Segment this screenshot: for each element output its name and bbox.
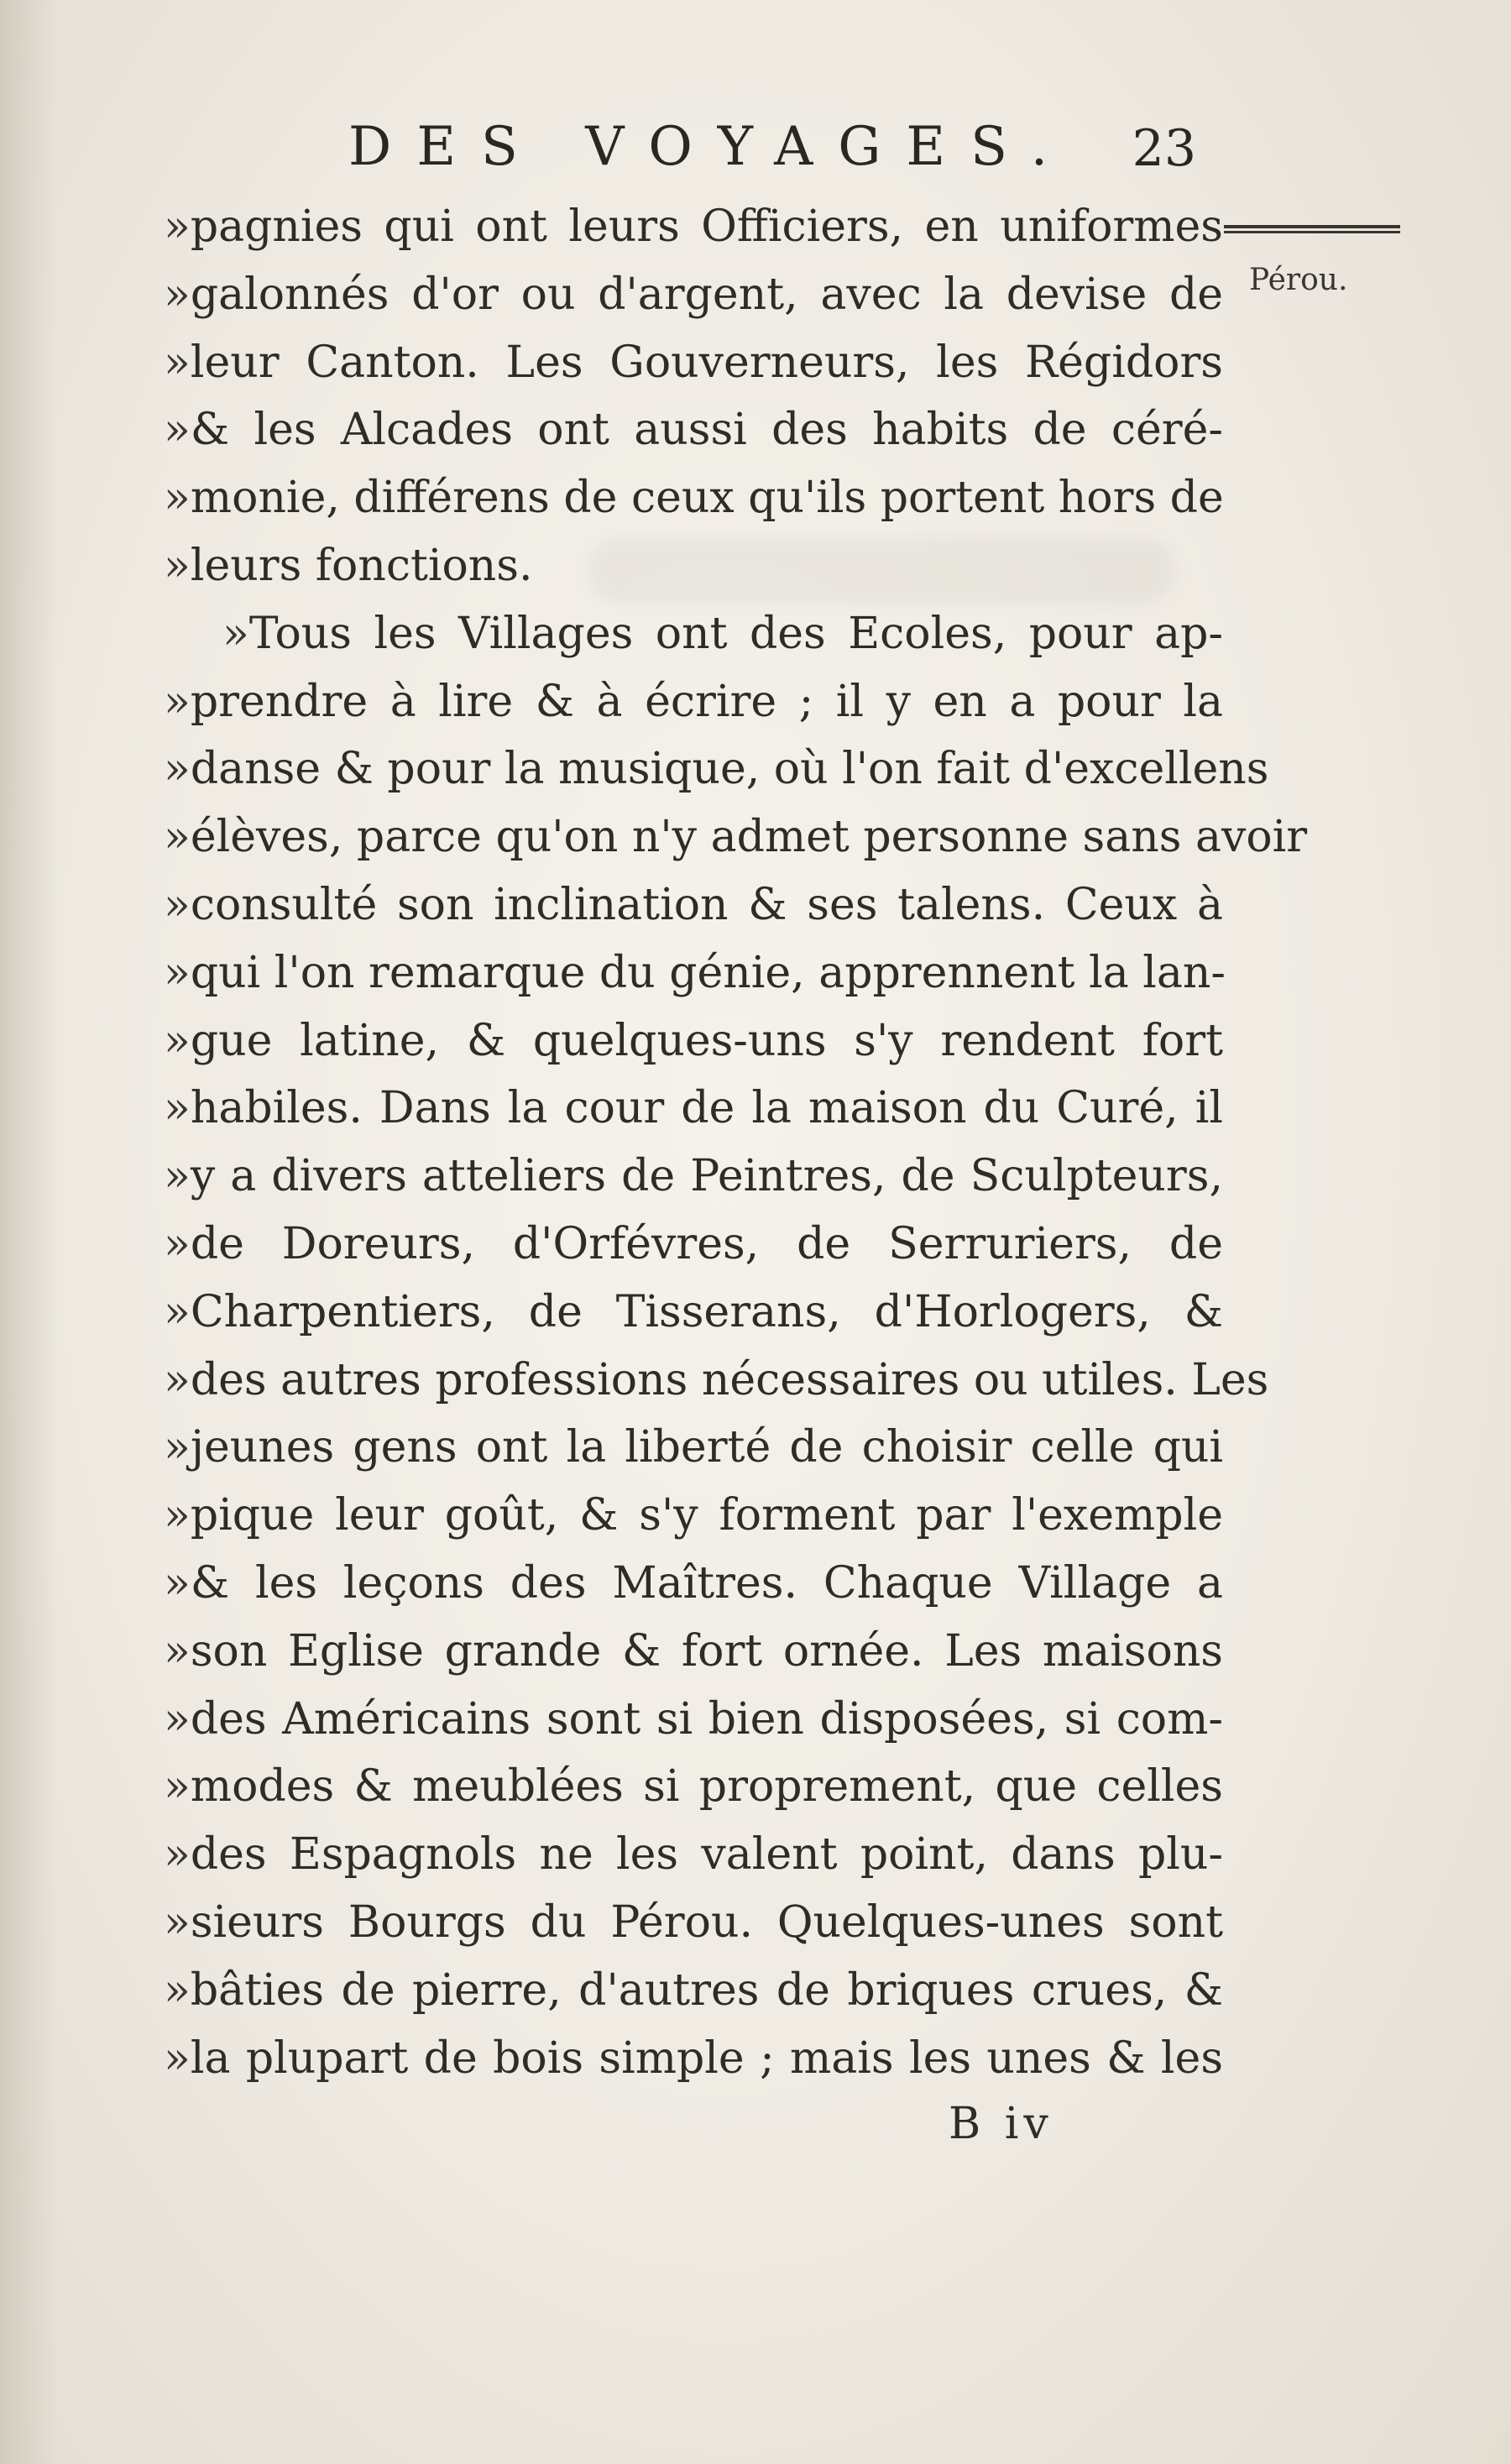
quote-mark: » [164, 269, 191, 320]
quote-mark: » [164, 744, 191, 795]
quote-mark: » [164, 1218, 191, 1269]
quote-mark: » [164, 1625, 191, 1677]
text-line: »gue latine, & quelques-uns s'y rendent fort [164, 1015, 1223, 1066]
text-line: »modes & meublées si proprement, que celles [164, 1761, 1223, 1813]
text-line: »des autres professions nécessaires ou utiles. Les [164, 1354, 1269, 1405]
text-line: »qui l'on remarque du génie, apprennent la lan- [164, 947, 1226, 998]
margin-note: Pérou. [1249, 263, 1348, 297]
text-line: »& les Alcades ont aussi des habits de céré- [164, 405, 1223, 456]
quote-mark: » [164, 1761, 191, 1813]
text-line: »consulté son inclination & ses talens. Ceux à [164, 879, 1223, 930]
quote-mark: » [164, 1151, 191, 1202]
text-line: »danse & pour la musique, où l'on fait d'excellens [164, 744, 1269, 795]
quote-mark: » [164, 879, 191, 930]
quote-mark: » [164, 201, 191, 252]
quote-mark: » [164, 473, 191, 524]
page-gutter-shadow [0, 0, 59, 2464]
text-line: »monie, différens de ceux qu'ils portent hors de [164, 473, 1224, 524]
quote-mark: » [164, 1896, 191, 1948]
running-header [348, 118, 1196, 176]
quote-mark: » [164, 1964, 191, 2016]
text-line: »des Américains sont si bien disposées, si com- [164, 1693, 1223, 1745]
quote-mark: » [164, 1354, 191, 1405]
text-line: »élèves, parce qu'on n'y admet personne sans avoir [164, 812, 1308, 863]
text-line: »sieurs Bourgs du Pérou. Quelques-unes sont [164, 1896, 1223, 1948]
quote-mark: » [164, 1286, 191, 1337]
quote-mark: » [164, 1015, 191, 1066]
text-line: »leur Canton. Les Gouverneurs, les Régidors [164, 337, 1223, 388]
text-line: »pique leur goût, & s'y forment par l'exemple [164, 1490, 1223, 1541]
text-line: »bâties de pierre, d'autres de briques crues, & [164, 1964, 1223, 2016]
text-line: »de Doreurs, d'Orfévres, de Serruriers, de [164, 1218, 1223, 1269]
quote-mark: » [164, 1829, 191, 1881]
body-text [164, 193, 1308, 2092]
text-line: »leurs fonctions. [164, 540, 533, 591]
margin-rule [1224, 225, 1400, 233]
text-line: »& les leçons des Maîtres. Chaque Village a [164, 1557, 1223, 1609]
text-line: »prendre à lire & à écrire ; il y en a pour la [164, 676, 1223, 727]
quote-mark: » [164, 1557, 191, 1609]
quote-mark: » [164, 1422, 191, 1473]
quote-mark: » [164, 1083, 191, 1134]
signature-mark: B iv [949, 2099, 1054, 2149]
quote-mark: » [164, 812, 191, 863]
text-line: »habiles. Dans la cour de la maison du Curé, il [164, 1083, 1223, 1134]
quote-mark: » [164, 337, 191, 388]
text-line: »Charpentiers, de Tisserans, d'Horlogers, & [164, 1286, 1223, 1337]
text-line: »y a divers atteliers de Peintres, de Sculpteurs, [164, 1151, 1223, 1202]
text-line: »la plupart de bois simple ; mais les unes & les [164, 2032, 1223, 2084]
text-line: »des Espagnols ne les valent point, dans plu- [164, 1829, 1223, 1881]
quote-mark: » [164, 405, 191, 456]
quote-mark: » [222, 608, 249, 659]
text-line: »Tous les Villages ont des Ecoles, pour ap- [222, 608, 1223, 659]
text-line: »galonnés d'or ou d'argent, avec la devise de [164, 269, 1223, 320]
page-number: 23 [1132, 119, 1196, 178]
text-line: »jeunes gens ont la liberté de choisir celle qui [164, 1422, 1223, 1473]
text-line: »son Eglise grande & fort ornée. Les maisons [164, 1625, 1223, 1677]
quote-mark: » [164, 540, 191, 591]
quote-mark: » [164, 1490, 191, 1541]
quote-mark: » [164, 1693, 191, 1745]
running-title: DES VOYAGES. [348, 116, 1074, 178]
text-line: »pagnies qui ont leurs Officiers, en uniformes [164, 201, 1223, 252]
quote-mark: » [164, 676, 191, 727]
quote-mark: » [164, 947, 191, 998]
quote-mark: » [164, 2032, 191, 2084]
